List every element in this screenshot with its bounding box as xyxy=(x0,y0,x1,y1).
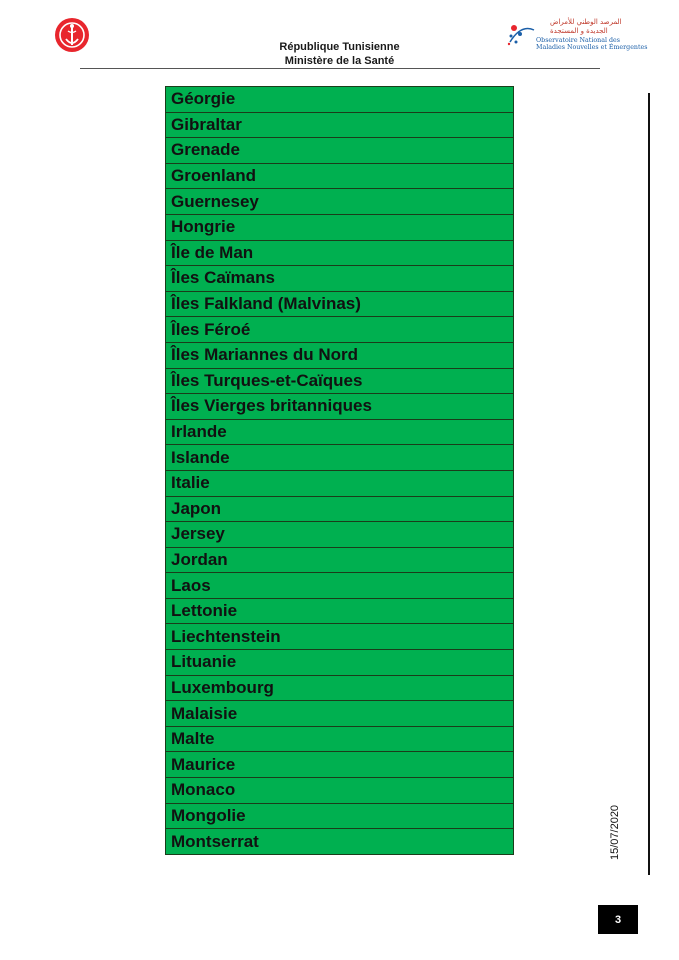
country-cell: Grenade xyxy=(166,138,514,164)
table-row xyxy=(166,189,514,215)
table-row xyxy=(166,547,514,573)
country-cell: Liechtenstein xyxy=(166,624,514,650)
table-row xyxy=(166,368,514,394)
country-cell: Groenland xyxy=(166,163,514,189)
country-cell: Île de Man xyxy=(166,240,514,266)
table-row xyxy=(166,701,514,727)
page-number: 3 xyxy=(598,905,638,934)
country-cell: Hongrie xyxy=(166,214,514,240)
country-cell: Monaco xyxy=(166,778,514,804)
country-cell: Luxembourg xyxy=(166,675,514,701)
country-cell: Jersey xyxy=(166,522,514,548)
table-row xyxy=(166,112,514,138)
country-cell: Îles Vierges britanniques xyxy=(166,394,514,420)
table-row xyxy=(166,394,514,420)
table-row xyxy=(166,470,514,496)
country-cell: Italie xyxy=(166,470,514,496)
table-row xyxy=(166,163,514,189)
table-row xyxy=(166,752,514,778)
side-divider xyxy=(648,93,650,875)
table-row xyxy=(166,240,514,266)
country-cell: Lituanie xyxy=(166,650,514,676)
country-cell: Îles Mariannes du Nord xyxy=(166,342,514,368)
table-row xyxy=(166,726,514,752)
table-row xyxy=(166,650,514,676)
table-row xyxy=(166,266,514,292)
observatory-arabic-name: المرصد الوطني للأمراض الجديدة و المستجدة xyxy=(550,18,622,35)
table-row xyxy=(166,624,514,650)
table-row xyxy=(166,778,514,804)
country-cell: Lettonie xyxy=(166,598,514,624)
country-cell: Laos xyxy=(166,573,514,599)
observatory-french-name: Observatoire National des Maladies Nouvelles et Émergentes xyxy=(536,37,648,51)
table-row xyxy=(166,317,514,343)
country-cell: Malaisie xyxy=(166,701,514,727)
country-cell: Islande xyxy=(166,445,514,471)
country-cell: Malte xyxy=(166,726,514,752)
country-cell: Maurice xyxy=(166,752,514,778)
countries-table xyxy=(165,86,514,855)
country-cell: Îles Turques-et-Caïques xyxy=(166,368,514,394)
table-row xyxy=(166,675,514,701)
table-row xyxy=(166,291,514,317)
country-cell: Îles Féroé xyxy=(166,317,514,343)
country-cell: Géorgie xyxy=(166,87,514,113)
table-row xyxy=(166,445,514,471)
country-cell: Gibraltar xyxy=(166,112,514,138)
table-row xyxy=(166,214,514,240)
table-row xyxy=(166,496,514,522)
table-row xyxy=(166,522,514,548)
country-cell: Japon xyxy=(166,496,514,522)
table-row xyxy=(166,573,514,599)
table-row xyxy=(166,419,514,445)
country-cell: Jordan xyxy=(166,547,514,573)
country-cell: Guernesey xyxy=(166,189,514,215)
header-republic: République Tunisienne xyxy=(279,41,400,53)
table-row xyxy=(166,87,514,113)
table-row xyxy=(166,138,514,164)
country-cell: Mongolie xyxy=(166,803,514,829)
table-row xyxy=(166,803,514,829)
page-header xyxy=(0,40,679,68)
table-row xyxy=(166,342,514,368)
country-cell: Montserrat xyxy=(166,829,514,855)
header-ministry: Ministère de la Santé xyxy=(284,55,395,67)
table-row xyxy=(166,598,514,624)
document-date: 15/07/2020 xyxy=(609,804,621,860)
country-cell: Îles Caïmans xyxy=(166,266,514,292)
country-cell: Irlande xyxy=(166,419,514,445)
header-divider xyxy=(80,68,600,69)
country-cell: Îles Falkland (Malvinas) xyxy=(166,291,514,317)
table-row xyxy=(166,829,514,855)
